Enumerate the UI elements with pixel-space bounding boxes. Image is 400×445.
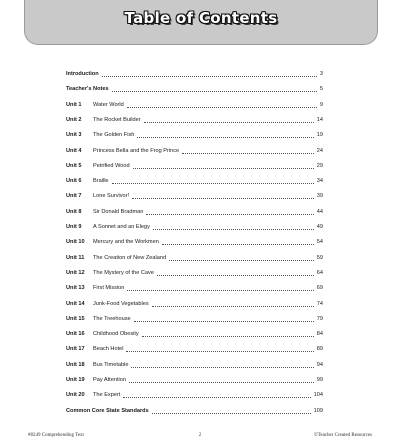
toc-entry [66, 238, 323, 246]
toc-entry [66, 361, 323, 369]
toc-entry-title: First Mission [93, 285, 125, 292]
toc-entry-title: Beach Hotel [93, 346, 124, 353]
toc-unit-label: Unit 10 [66, 239, 85, 246]
toc-entry-title: Princess Bella and the Frog Prince [93, 148, 180, 155]
toc-entry [66, 208, 323, 216]
dot-leader [137, 137, 313, 138]
toc-entry [66, 391, 323, 399]
dot-leader [127, 290, 313, 291]
toc-entry [66, 345, 323, 353]
toc-entry-title: Common Core State Standards [66, 408, 149, 415]
toc-entry [66, 254, 323, 262]
toc-entry [66, 192, 323, 200]
dot-leader [102, 76, 317, 77]
dot-leader [126, 351, 313, 352]
footer-book-id: #8249 Comprehending Text [28, 433, 84, 438]
toc-page-number: 14 [316, 117, 323, 124]
toc-entry [66, 376, 323, 384]
toc-unit-label: Unit 17 [66, 346, 85, 353]
dot-leader [146, 214, 313, 215]
toc-entry [66, 177, 323, 185]
toc-entry-title: The Creation of New Zealand [93, 255, 167, 262]
toc-page-number: 34 [316, 178, 323, 185]
toc-entry-title: Childhood Obesity [93, 331, 139, 338]
dot-leader [144, 122, 314, 123]
toc-entry-title: Pay Attention [93, 377, 126, 384]
toc-entry [66, 147, 323, 155]
toc-entry-title: The Expert [93, 392, 121, 399]
toc-entry-title: Sir Donald Bradman [93, 209, 144, 216]
toc-entry-title: Mercury and the Workmen [93, 239, 159, 246]
dot-leader [112, 183, 314, 184]
toc-entry-title: Petrified Wood [93, 163, 130, 170]
toc-page-number: 5 [319, 86, 323, 93]
toc-unit-label: Unit 13 [66, 285, 85, 292]
toc-page-number: 59 [316, 255, 323, 262]
toc-entry [66, 284, 323, 292]
toc-page-number: 29 [316, 163, 323, 170]
toc-page-number: 24 [316, 148, 323, 155]
toc-entry-title: Bus Timetable [93, 362, 129, 369]
toc-unit-label: Unit 20 [66, 392, 85, 399]
toc-page-number: 54 [316, 239, 323, 246]
toc-unit-label: Unit 18 [66, 362, 85, 369]
toc-entry [66, 85, 323, 93]
toc-page-number: 64 [316, 270, 323, 277]
toc-unit-label: Unit 7 [66, 193, 82, 200]
toc-unit-label: Unit 15 [66, 316, 85, 323]
dot-leader [142, 336, 314, 337]
dot-leader [134, 321, 314, 322]
toc-entry [66, 131, 323, 139]
dot-leader [182, 153, 314, 154]
toc-entry [66, 223, 323, 231]
toc-unit-label: Unit 12 [66, 270, 85, 277]
toc-unit-label: Unit 4 [66, 148, 82, 155]
dot-leader [169, 260, 314, 261]
toc-unit-label: Unit 16 [66, 331, 85, 338]
toc-entry-title: The Golden Fish [93, 132, 135, 139]
toc-entry-title: The Mystery of the Cave [93, 270, 154, 277]
toc-page-number: 94 [316, 362, 323, 369]
toc-page-number: 19 [316, 132, 323, 139]
toc-page-number: 3 [319, 71, 323, 78]
dot-leader [162, 244, 314, 245]
footer-publisher: ©Teacher Created Resources [313, 433, 372, 438]
dot-leader [132, 198, 314, 199]
toc-unit-label: Unit 3 [66, 132, 82, 139]
dot-leader [152, 413, 311, 414]
toc-entry-title: Braille [93, 178, 109, 185]
toc-entry-title: The Treehouse [93, 316, 131, 323]
toc-entry [66, 162, 323, 170]
toc-unit-label: Unit 5 [66, 163, 82, 170]
toc-entry-title: Introduction [66, 71, 99, 78]
toc-page-number: 69 [316, 285, 323, 292]
toc-unit-label: Unit 11 [66, 255, 85, 262]
dot-leader [127, 107, 317, 108]
toc-unit-label: Unit 2 [66, 117, 82, 124]
toc-entry [66, 116, 323, 124]
toc-entry-title: Water World [93, 102, 124, 109]
toc-entry [66, 315, 323, 323]
toc-entry-title: Lone Survivor! [93, 193, 130, 200]
toc-entry-title: Junk-Food Vegetables [93, 301, 149, 308]
toc-entry [66, 70, 323, 78]
title-banner [24, 0, 378, 45]
toc-page-number: 49 [316, 224, 323, 231]
toc-entry [66, 300, 323, 308]
dot-leader [133, 168, 314, 169]
toc-entry-title: Teacher's Notes [66, 86, 109, 93]
toc-entry [66, 101, 323, 109]
toc-page-number: 104 [313, 392, 323, 399]
dot-leader [112, 91, 317, 92]
toc-unit-label: Unit 9 [66, 224, 82, 231]
toc-page-number: 79 [316, 316, 323, 323]
toc-page-number: 39 [316, 193, 323, 200]
toc-entry [66, 407, 323, 415]
toc-page-number: 99 [316, 377, 323, 384]
toc-unit-label: Unit 8 [66, 209, 82, 216]
toc-page-number: 89 [316, 346, 323, 353]
dot-leader [129, 382, 314, 383]
toc-entry [66, 269, 323, 277]
dot-leader [131, 367, 313, 368]
toc-page-number: 74 [316, 301, 323, 308]
toc-unit-label: Unit 19 [66, 377, 85, 384]
dot-leader [152, 306, 314, 307]
toc-page-number: 109 [313, 408, 323, 415]
toc-page-number: 84 [316, 331, 323, 338]
toc-unit-label: Unit 1 [66, 102, 82, 109]
toc-entry-title: A Sonnet and an Elegy [93, 224, 150, 231]
toc-page-number: 9 [319, 102, 323, 109]
dot-leader [123, 397, 310, 398]
toc-unit-label: Unit 14 [66, 301, 85, 308]
dot-leader [153, 229, 314, 230]
footer-page-number: 2 [198, 433, 202, 438]
toc-page-number: 44 [316, 209, 323, 216]
toc-unit-label: Unit 6 [66, 178, 82, 185]
toc-entry [66, 330, 323, 338]
page-title: Table of Contents [124, 9, 278, 27]
dot-leader [157, 275, 314, 276]
toc-entry-title: The Rocket Builder [93, 117, 141, 124]
